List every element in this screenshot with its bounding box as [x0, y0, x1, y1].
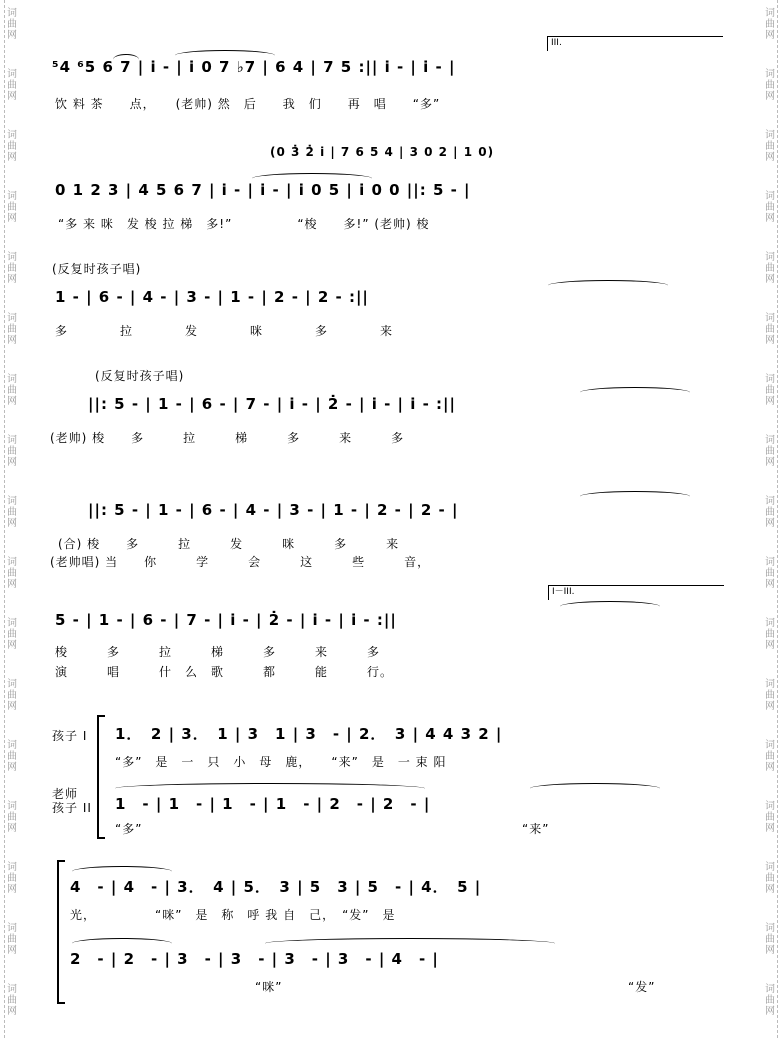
- watermark-text: 词 曲 网: [765, 191, 775, 224]
- lyric-line: (老帅) 梭 多 拉 梯 多 来 多: [50, 431, 405, 445]
- tie: [175, 50, 275, 61]
- lyric-line: (老帅唱) 当 你 学 会 这 些 音，: [50, 555, 431, 569]
- tie: [530, 783, 660, 794]
- voice-label: 孩子 I: [52, 729, 88, 743]
- tie: [115, 783, 425, 794]
- watermark-text: 词 曲 网: [7, 862, 17, 895]
- lyric-line: 多 拉 发 咪 多 来: [55, 324, 394, 338]
- tie: [72, 866, 172, 877]
- watermark-text: 词 曲 网: [765, 252, 775, 285]
- lyric-line-lower: “咪”: [255, 980, 283, 994]
- watermark-text: 词 曲 网: [765, 69, 775, 102]
- lyric-line-lower: “来”: [522, 822, 550, 836]
- notation-line-upper: 4 - | 4 - | 3． 4 | 5． 3 | 5 3 | 5 - | 4． 5 |: [70, 878, 482, 896]
- notation-line-upper: 1． 2 | 3． 1 | 3 1 | 3 - | 2． 3 | 4 4 3 2 |: [115, 725, 503, 743]
- watermark-text: 词 曲 网: [7, 374, 17, 407]
- notation-line: 5 - | 1 - | 6 - | 7 - | i - | 2̇ - | i - | i - :||: [55, 611, 397, 629]
- notation-line: 0 1 2 3 | 4 5 6 7 | i - | i - | i 0 5 | i 0 0 ||: 5 - |: [55, 181, 471, 199]
- watermark-text: 词 曲 网: [7, 984, 17, 1017]
- watermark-text: 词 曲 网: [7, 557, 17, 590]
- watermark-text: 词 曲 网: [765, 130, 775, 163]
- lyric-line: 梭 多 拉 梯 多 来 多: [55, 645, 381, 659]
- lyric-line: 饮 料 茶 点， (老帅) 然 后 我 们 再 唱 “多”: [55, 97, 441, 111]
- watermark-text: 词 曲 网: [7, 801, 17, 834]
- lyric-line-lower: “多”: [115, 822, 143, 836]
- notation-line-lower: 2 - | 2 - | 3 - | 3 - | 3 - | 3 - | 4 - |: [70, 950, 439, 968]
- tie: [580, 387, 690, 398]
- system-brace: [97, 715, 105, 839]
- voice-label: 老师 孩子 II: [52, 787, 92, 815]
- watermark-text: 词 曲 网: [7, 740, 17, 773]
- watermark-text: 词 曲 网: [765, 557, 775, 590]
- watermark-text: 词 曲 网: [7, 191, 17, 224]
- tie: [113, 54, 139, 65]
- volta-bracket: III.: [547, 36, 723, 51]
- lyric-line: 演 唱 什 么 歌 都 能 行。: [55, 665, 394, 679]
- watermark-text: 词 曲 网: [7, 252, 17, 285]
- watermark-text: 词 曲 网: [765, 679, 775, 712]
- lyric-line-lower: “发”: [628, 980, 656, 994]
- tie: [548, 280, 668, 291]
- watermark-text: 词 曲 网: [7, 923, 17, 956]
- performance-note: (反复时孩子唱): [52, 262, 142, 276]
- watermark-text: 词 曲 网: [7, 313, 17, 346]
- tie: [252, 173, 372, 184]
- lyric-line-upper: “多” 是 一 只 小 母 鹿， “来” 是 一 束 阳: [115, 755, 447, 769]
- tie: [265, 938, 555, 949]
- watermark-text: 词 曲 网: [765, 374, 775, 407]
- lyric-line: (合) 梭 多 拉 发 咪 多 来: [58, 537, 400, 551]
- lyric-line: “多 来 咪 发 梭 拉 梯 多!” “梭 多!” (老帅) 梭: [58, 217, 430, 231]
- tie: [580, 491, 690, 502]
- watermark-text: 词 曲 网: [765, 313, 775, 346]
- notation-line: ||: 5 - | 1 - | 6 - | 7 - | i - | 2̇ - | i - | i - :||: [88, 395, 457, 413]
- watermark-text: 词 曲 网: [7, 69, 17, 102]
- watermark-text: 词 曲 网: [765, 435, 775, 468]
- watermark-text: 词 曲 网: [765, 618, 775, 651]
- watermark-text: 词 曲 网: [7, 435, 17, 468]
- watermark-text: 词 曲 网: [765, 923, 775, 956]
- performance-note: (反复时孩子唱): [95, 369, 185, 383]
- watermark-text: 词 曲 网: [7, 130, 17, 163]
- notation-line-lower: 1 - | 1 - | 1 - | 1 - | 2 - | 2 - |: [115, 795, 431, 813]
- volta-bracket: I－III.: [548, 585, 724, 600]
- watermark-text: 词 曲 网: [7, 496, 17, 529]
- watermark-text: 词 曲 网: [765, 984, 775, 1017]
- tie: [72, 938, 172, 949]
- system-brace: [57, 860, 65, 1004]
- watermark-text: 词 曲 网: [7, 679, 17, 712]
- watermark-text: 词 曲 网: [765, 862, 775, 895]
- watermark-text: 词 曲 网: [765, 496, 775, 529]
- watermark-text: 词 曲 网: [765, 740, 775, 773]
- interlude-line: (0 3̇ 2̇ i | 7 6 5 4 | 3 0 2 | 1 0): [270, 145, 495, 159]
- notation-line: ⁵4 ⁶5 6 7 | i - | i 0 7 ♭7 | 6 4 | 7 5 :|| i - | i - |: [52, 58, 456, 76]
- lyric-line-upper: 光， “咪” 是 称 呼 我 自 己， “发” 是: [70, 908, 396, 922]
- tie: [560, 601, 660, 612]
- watermark-text: 词 曲 网: [765, 8, 775, 41]
- watermark-text: 词 曲 网: [7, 8, 17, 41]
- watermark-text: 词 曲 网: [7, 618, 17, 651]
- watermark-text: 词 曲 网: [765, 801, 775, 834]
- notation-line: ||: 5 - | 1 - | 6 - | 4 - | 3 - | 1 - | 2 - | 2 - |: [88, 501, 459, 519]
- notation-line: 1 - | 6 - | 4 - | 3 - | 1 - | 2 - | 2 - :||: [55, 288, 369, 306]
